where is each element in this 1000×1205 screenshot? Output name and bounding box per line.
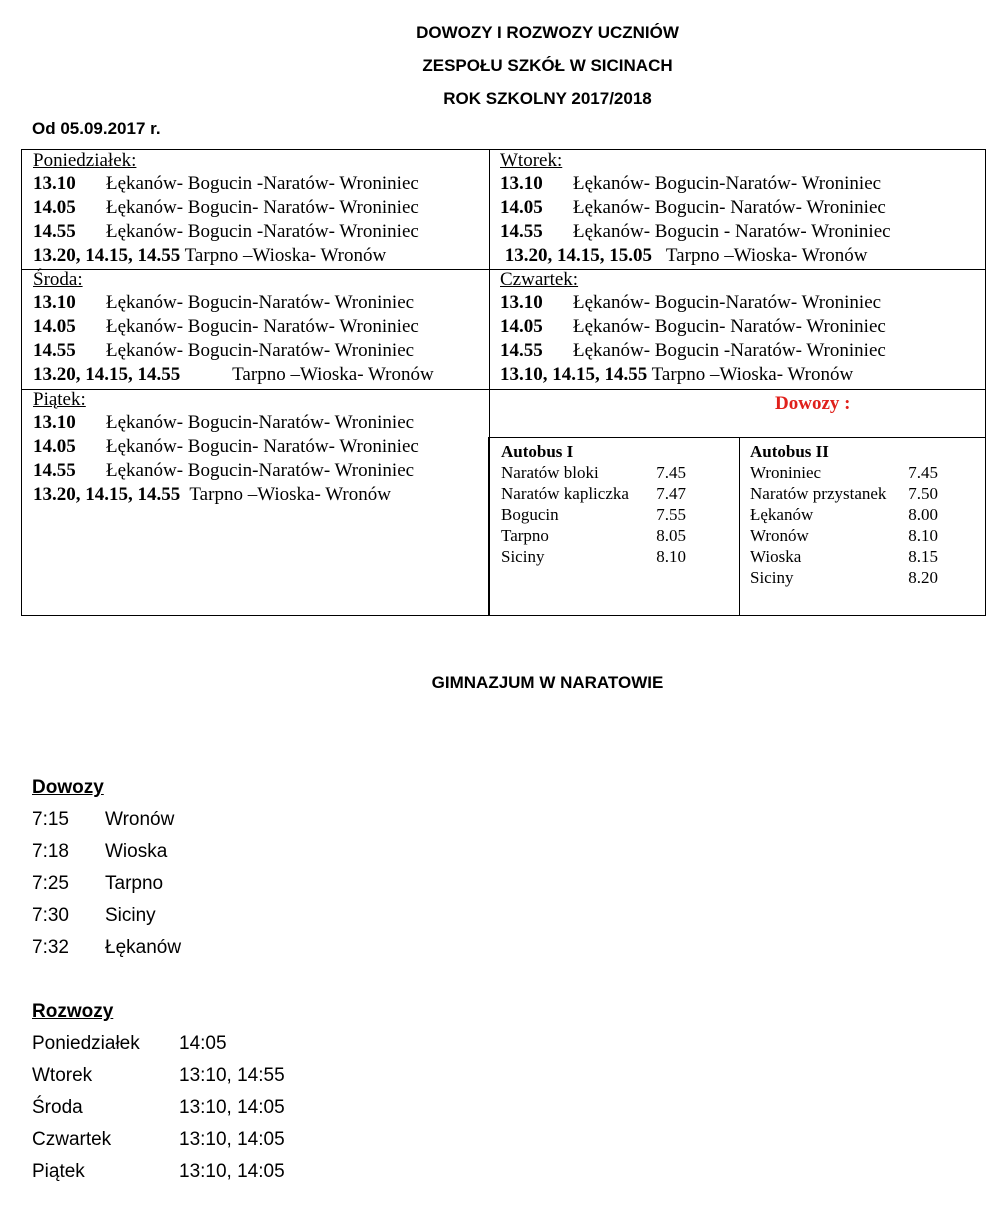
route-row: [33, 339, 489, 363]
route-row-tarpno: [33, 483, 489, 507]
rozwozy-day: Poniedziałek: [32, 1033, 140, 1054]
bus-stop: [750, 504, 938, 525]
bus-title: Autobus I: [501, 442, 574, 461]
bus-stop: [501, 546, 686, 567]
stop-name: Siciny: [501, 547, 545, 566]
route-times: 13.20, 14.15, 14.55: [33, 364, 181, 385]
route-row: [500, 339, 985, 363]
route-stops: Łękanów- Bogucin - Naratów- Wroniniec: [573, 221, 891, 242]
day-name: Poniedziałek:: [33, 150, 137, 171]
route-time: 14.55: [500, 221, 543, 242]
rozwozy-row: [32, 1161, 285, 1183]
dowozy-row: [32, 809, 174, 831]
dowozy-row: [32, 873, 163, 895]
route-time: 14.05: [500, 316, 543, 337]
bus-stop: [501, 504, 686, 525]
route-stops: Łękanów- Bogucin- Naratów- Wroniniec: [106, 197, 419, 218]
route-time: 13.10: [500, 173, 543, 194]
dowozy-place: Łękanów: [105, 937, 182, 958]
route-time: 14.05: [500, 197, 543, 218]
rozwozy-row: [32, 1097, 285, 1119]
stop-time: 7.50: [908, 484, 938, 503]
route-time: 14.05: [33, 436, 76, 457]
stop-time: 7.55: [656, 505, 686, 524]
dowozy-row: [32, 841, 167, 863]
dowozy-time: 7:15: [32, 809, 69, 830]
rozwozy-day: Wtorek: [32, 1065, 93, 1086]
stop-name: Łękanów: [750, 505, 814, 524]
route-row: [33, 220, 489, 244]
day-name: Piątek:: [33, 389, 86, 410]
dowozy-row: [32, 937, 181, 959]
route-time: 13.10: [33, 292, 76, 313]
bus-stop: [750, 525, 938, 546]
rozwozy-times: 13:10, 14:05: [179, 1097, 285, 1118]
route-row: [500, 196, 985, 220]
route-time: 14.55: [33, 340, 76, 361]
day-cell-wednesday: [21, 269, 490, 390]
rozwozy-times: 14:05: [179, 1033, 227, 1054]
dowozy-time: 7:18: [32, 841, 69, 862]
stop-name: Naratów przystanek: [750, 484, 887, 503]
bus-stop: [750, 483, 938, 504]
stop-time: 7.45: [656, 463, 686, 482]
route-row-tarpno: [33, 244, 489, 268]
stop-time: 8.15: [908, 547, 938, 566]
dowozy-time: 7:25: [32, 873, 69, 894]
route-row: [33, 435, 489, 459]
stop-name: Wroniniec: [750, 463, 822, 482]
route-stops: Łękanów- Bogucin- Naratów- Wroniniec: [573, 197, 886, 218]
stop-name: Wronów: [750, 526, 809, 545]
bus-stop: [501, 525, 686, 546]
route-stops: Łękanów- Bogucin-Naratów- Wroniniec: [106, 412, 415, 433]
rozwozy-times: 13:10, 14:55: [179, 1065, 285, 1086]
day-cell-monday: [21, 149, 490, 270]
route-stops: Tarpno –Wioska- Wronów: [180, 484, 391, 505]
stop-name: Tarpno: [501, 526, 549, 545]
route-stops: Łękanów- Bogucin-Naratów- Wroniniec: [106, 292, 415, 313]
stop-time: 8.10: [656, 547, 686, 566]
school-year: ROK SZKOLNY 2017/2018: [443, 89, 652, 108]
route-stops: Tarpno –Wioska- Wronów: [652, 245, 868, 266]
document-title: DOWOZY I ROZWOZY UCZNIÓW: [416, 23, 679, 42]
route-row: [33, 196, 489, 220]
stop-time: 8.10: [908, 526, 938, 545]
route-time: 14.55: [500, 340, 543, 361]
route-stops: Tarpno –Wioska- Wronów: [647, 364, 854, 385]
route-row: [33, 411, 489, 435]
route-stops: Łękanów- Bogucin- Naratów- Wroniniec: [106, 316, 419, 337]
route-row: [33, 459, 489, 483]
route-stops: Łękanów- Bogucin -Naratów- Wroniniec: [106, 221, 419, 242]
bus-stop: [750, 462, 938, 483]
bus-stop: [750, 546, 938, 567]
route-row-tarpno: [33, 363, 489, 387]
bus-1-schedule: [501, 441, 686, 567]
stop-time: 7.45: [908, 463, 938, 482]
route-stops: Łękanów- Bogucin-Naratów- Wroniniec: [106, 340, 415, 361]
stop-time: 8.00: [908, 505, 938, 524]
bus-stop: [750, 567, 938, 588]
stop-time: 7.47: [656, 484, 686, 503]
stop-name: Naratów bloki: [501, 463, 599, 482]
rozwozy-day: Środa: [32, 1097, 83, 1118]
stop-time: 8.20: [908, 568, 938, 587]
route-times: 13.20, 14.15, 14.55: [33, 484, 181, 505]
route-stops: Tarpno –Wioska- Wronów: [180, 245, 387, 266]
rozwozy-day: Czwartek: [32, 1129, 112, 1150]
route-time: 13.10: [33, 173, 76, 194]
route-time: 14.05: [33, 197, 76, 218]
route-stops: Łękanów- Bogucin- Naratów- Wroniniec: [573, 316, 886, 337]
rozwozy-heading: Rozwozy: [32, 1001, 114, 1022]
route-row-tarpno: [500, 244, 985, 268]
dowozy-row: [32, 905, 156, 927]
stop-name: Naratów kapliczka: [501, 484, 629, 503]
route-stops: Tarpno –Wioska- Wronów: [180, 364, 434, 385]
stop-name: Siciny: [750, 568, 794, 587]
route-stops: Łękanów- Bogucin-Naratów- Wroniniec: [573, 292, 882, 313]
day-name: Czwartek:: [500, 269, 579, 290]
route-row: [33, 315, 489, 339]
route-row-tarpno: [500, 363, 985, 387]
gimnazjum-title: GIMNAZJUM W NARATOWIE: [431, 673, 664, 692]
dowozy-place: Tarpno: [105, 873, 164, 894]
route-times: 13.10, 14.15, 14.55: [500, 364, 648, 385]
route-time: 14.55: [33, 221, 76, 242]
school-name: ZESPOŁU SZKÓŁ W SICINACH: [422, 56, 673, 75]
valid-from-date: Od 05.09.2017 r.: [32, 119, 161, 138]
route-stops: Łękanów- Bogucin -Naratów- Wroniniec: [106, 173, 419, 194]
dowozy-place: Wioska: [105, 841, 168, 862]
bus-2-schedule: [750, 441, 938, 588]
route-stops: Łękanów- Bogucin-Naratów- Wroniniec: [573, 173, 882, 194]
route-row: [33, 291, 489, 315]
dowozy-place: Wronów: [105, 809, 175, 830]
dowozy-time: 7:32: [32, 937, 69, 958]
rozwozy-row: [32, 1033, 227, 1055]
route-stops: Łękanów- Bogucin -Naratów- Wroniniec: [573, 340, 886, 361]
rozwozy-times: 13:10, 14:05: [179, 1161, 285, 1182]
rozwozy-row: [32, 1129, 285, 1151]
day-name: Środa:: [33, 269, 83, 290]
route-row: [500, 172, 985, 196]
route-row: [500, 291, 985, 315]
day-cell-friday: [21, 389, 490, 616]
route-time: 14.55: [33, 460, 76, 481]
rozwozy-times: 13:10, 14:05: [179, 1129, 285, 1150]
dowozy-place: Siciny: [105, 905, 156, 926]
bus-title: Autobus II: [750, 442, 829, 461]
rozwozy-row: [32, 1065, 285, 1087]
day-name: Wtorek:: [500, 150, 563, 171]
route-row: [33, 172, 489, 196]
stop-name: Wioska: [750, 547, 802, 566]
route-row: [500, 315, 985, 339]
route-time: 14.05: [33, 316, 76, 337]
rozwozy-day: Piątek: [32, 1161, 85, 1182]
route-row: [500, 220, 985, 244]
day-cell-thursday: [489, 269, 986, 390]
route-times: 13.20, 14.15, 14.55: [33, 245, 181, 266]
day-cell-tuesday: [489, 149, 986, 270]
route-time: 13.10: [33, 412, 76, 433]
stop-name: Bogucin: [501, 505, 559, 524]
dowozy-heading: Dowozy: [32, 777, 104, 798]
bus-stop: [501, 483, 686, 504]
bus-stop: [501, 462, 686, 483]
route-stops: Łękanów- Bogucin- Naratów- Wroniniec: [106, 436, 419, 457]
route-time: 13.10: [500, 292, 543, 313]
route-times: 13.20, 14.15, 15.05: [500, 245, 652, 266]
route-stops: Łękanów- Bogucin-Naratów- Wroniniec: [106, 460, 415, 481]
stop-time: 8.05: [656, 526, 686, 545]
dowozy-time: 7:30: [32, 905, 69, 926]
dowozy-label: Dowozy :: [775, 393, 851, 414]
